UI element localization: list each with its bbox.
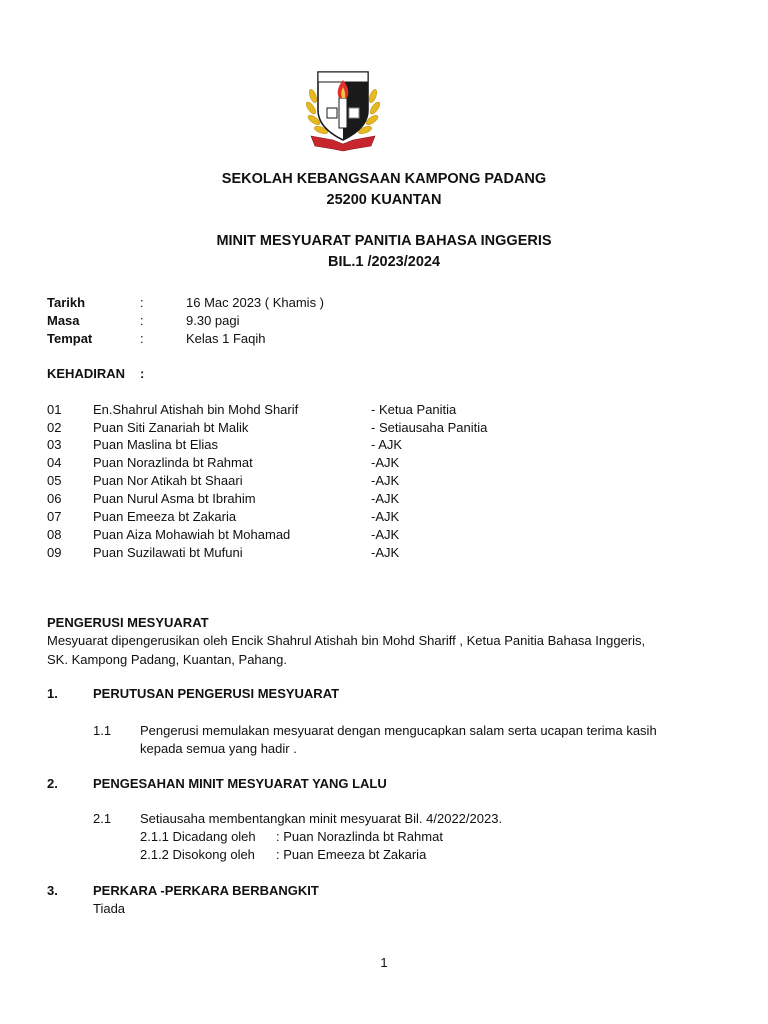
school-crest-logo (305, 60, 381, 152)
section-title: PENGESAHAN MINIT MESYUARAT YANG LALU (93, 776, 387, 791)
info-separator: : (140, 313, 144, 328)
section-title: PERUTUSAN PENGERUSI MESYUARAT (93, 686, 340, 701)
info-label-date: Tarikh (47, 295, 86, 310)
attendee-role: - Setiausaha Panitia (371, 420, 488, 435)
subsection-text-line: kepada semua yang hadir . (140, 741, 297, 756)
info-label-place: Tempat (47, 331, 93, 346)
attendee-name: Puan Nor Atikah bt Shaari (93, 473, 243, 488)
school-address: 25200 KUANTAN (326, 192, 442, 208)
attendee-name: Puan Siti Zanariah bt Malik (93, 420, 249, 435)
info-value-date: 16 Mac 2023 ( Khamis ) (186, 295, 325, 310)
attendee-number: 09 (47, 545, 62, 560)
attendee-number: 07 (47, 509, 62, 524)
attendee-number: 02 (47, 420, 62, 435)
chairman-heading: PENGERUSI MESYUARAT (47, 615, 209, 630)
attendee-role: -AJK (371, 491, 400, 506)
document-title: MINIT MESYUARAT PANITIA BAHASA INGGERIS (216, 233, 552, 249)
proposed-by-value: : Puan Norazlinda bt Rahmat (276, 829, 443, 844)
subsection-text-line: Pengerusi memulakan mesyuarat dengan mengucapkan salam serta ucapan terima kasih (140, 723, 657, 738)
subsection-number: 1.1 (93, 723, 112, 738)
subsection-text-line: Setiausaha membentangkan minit mesyuarat Bil. 4/2022/2023. (140, 811, 503, 826)
attendee-role: -AJK (371, 509, 400, 524)
school-name: SEKOLAH KEBANGSAAN KAMPONG PADANG (221, 171, 547, 187)
seconded-by-value: : Puan Emeeza bt Zakaria (276, 847, 427, 862)
attendee-name: Puan Emeeza bt Zakaria (93, 509, 237, 524)
attendee-name: Puan Norazlinda bt Rahmat (93, 455, 253, 470)
attendee-role: -AJK (371, 527, 400, 542)
attendee-number: 04 (47, 455, 62, 470)
attendee-number: 01 (47, 402, 62, 417)
attendee-number: 08 (47, 527, 62, 542)
attendee-number: 05 (47, 473, 62, 488)
attendance-separator: : (140, 366, 145, 381)
attendee-number: 06 (47, 491, 62, 506)
attendee-role: -AJK (371, 473, 400, 488)
section-title: PERKARA -PERKARA BERBANGKIT (93, 883, 319, 898)
attendee-name: En.Shahrul Atishah bin Mohd Sharif (93, 402, 299, 417)
subsection-number: 2.1 (93, 811, 112, 826)
attendee-role: -AJK (371, 455, 400, 470)
attendee-name: Puan Maslina bt Elias (93, 437, 219, 452)
attendee-name: Puan Nurul Asma bt Ibrahim (93, 491, 256, 506)
attendee-role: - Ketua Panitia (371, 402, 457, 417)
info-label-time: Masa (47, 313, 80, 328)
seconded-by-label: 2.1.2 Disokong oleh (140, 847, 255, 862)
attendance-heading: KEHADIRAN (47, 366, 125, 381)
section-number: 1. (47, 686, 58, 701)
info-separator: : (140, 295, 144, 310)
page-number: 1 (380, 955, 388, 970)
attendee-name: Puan Suzilawati bt Mufuni (93, 545, 243, 560)
info-separator: : (140, 331, 144, 346)
attendee-role: -AJK (371, 545, 400, 560)
section-body-text: Tiada (93, 901, 126, 916)
attendee-name: Puan Aiza Mohawiah bt Mohamad (93, 527, 291, 542)
attendee-number: 03 (47, 437, 62, 452)
chairman-text-line: Mesyuarat dipengerusikan oleh Encik Shahrul Atishah bin Mohd Shariff , Ketua Panitia Bahasa Inggeris, (47, 633, 646, 648)
section-number: 3. (47, 883, 58, 898)
section-number: 2. (47, 776, 58, 791)
proposed-by-label: 2.1.1 Dicadang oleh (140, 829, 256, 844)
info-value-time: 9.30 pagi (186, 313, 240, 328)
meeting-number: BIL.1 /2023/2024 (327, 254, 441, 270)
info-value-place: Kelas 1 Faqih (186, 331, 266, 346)
attendee-role: - AJK (371, 437, 403, 452)
chairman-text-line: SK. Kampong Padang, Kuantan, Pahang. (47, 652, 287, 667)
